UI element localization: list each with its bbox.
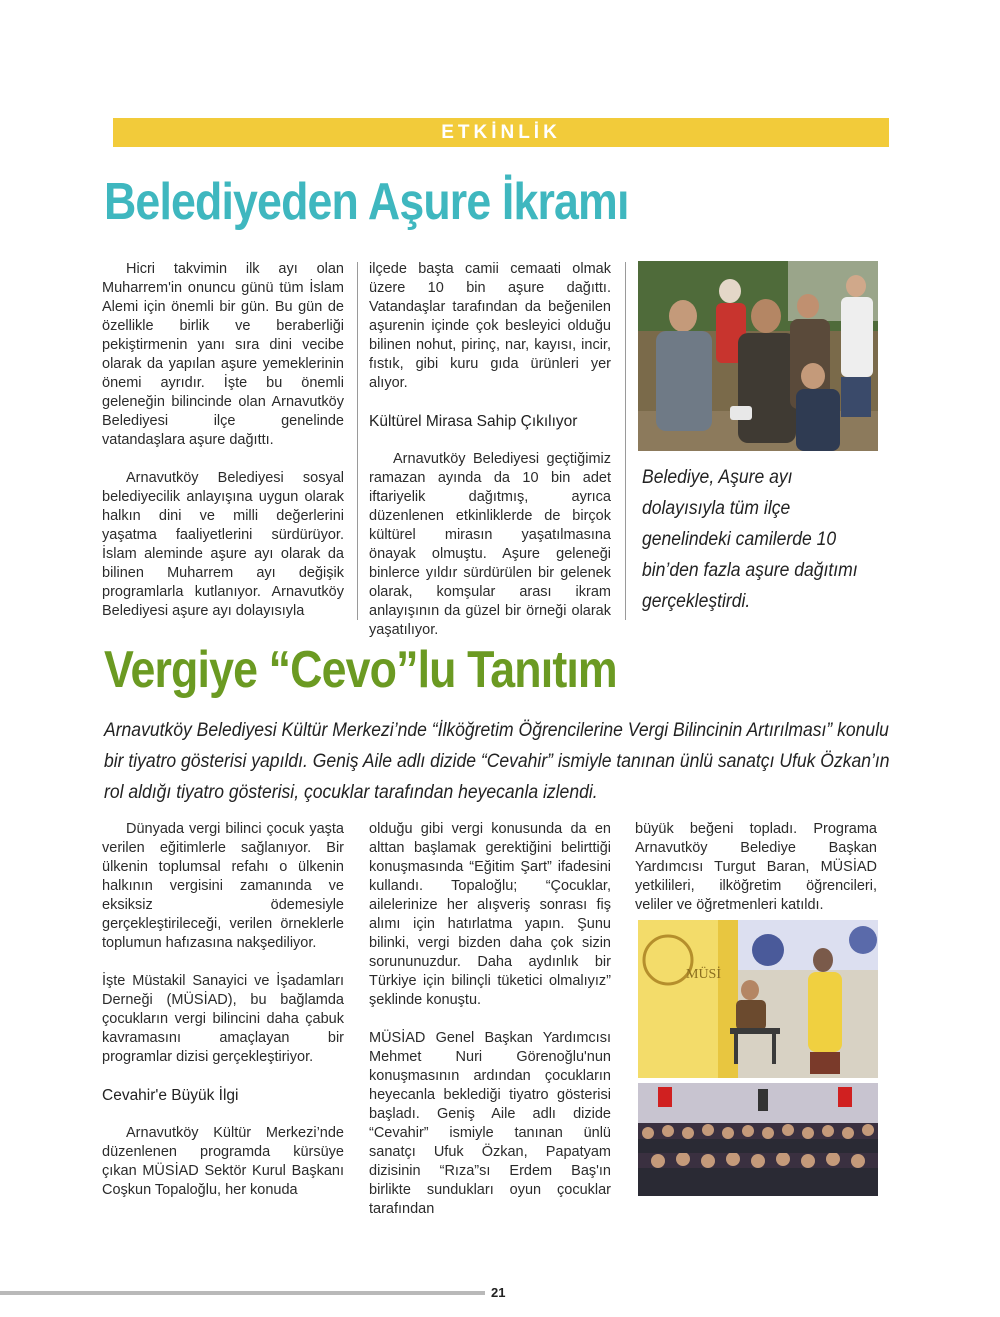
article2-paragraph: İşte Müstakil Sanayici ve İşadamları Derneği (MÜSİAD), bu bağlamda çocukların vergi bilincini daha çabuk kavramasını amaçlayan bir programlar dizisi gerçekleştiriyor. [102,973,344,1065]
article1-column-2 [369,260,611,640]
article1-paragraph: Hicri takvimin ilk ayı olan Muharrem'in onuncu günü tüm İslam Alemi için önemli bir gün. Bu gün de özellikle birlik ve beraberliği pekiştirmenin yanı sıra dini vecibe olarak da yapılan aşure yemeklerinin önemi ayrıdır. İşte bu önemli geleneğin bilincinde olan Arnavutköy Belediyesi ilçe genelinde vatandaşlara aşure dağıttı. [102,261,344,448]
theatre-stage-photo [638,920,878,1078]
article2-column-1 [102,820,344,1200]
article2-lead: Arnavutköy Belediyesi Kültür Merkezi’nde “İlköğretim Öğrencilerine Vergi Bilincinin Artırılması” konulu bir tiyatro gösterisi yapıldı. Geniş Aile adlı dizide “Cevahir” ismiyle tanınan ünlü sanatçı Ufuk Özkan’ın rol aldığı tiyatro gösterisi, çocuklar tarafından heyecanla izlendi. [104,719,890,803]
asure-distribution-photo [638,261,878,451]
article2-subheading: Cevahir'e Büyük İlgi [102,1087,239,1104]
audience-photo [638,1083,878,1196]
article2-paragraph: olduğu gibi vergi konusunda da en alttan başlamak gerektiğini belirttiği konuşmasında “Eğitim Şart” ifadesini kullandı. Topaloğlu; “Çocuklar, ailelerinize her alışveriş sonrası fiş alımı için hatırlatma yapın. Şunu bilinki, vergi bizden daha çok sizin sorununuzdur. Daha aydınlık bir Türkiye için bilinçli tüketici olmalıyız” şeklinde konuştu. [369,821,611,1008]
article1-paragraph: Arnavutköy Belediyesi geçtiğimiz ramazan ayında da 10 bin adet iftariyelik dağıtmış, ayrıca düzenlenen etkinliklerde de birçok kültürel mirasın yaşatılmasına önayak olmuştu. Aşure geleneği binlerce yıldır sürdürülen bir gelenek olarak, komşular arası ikram anlayışının da güzel bir örneği olarak yaşatılıyor. [369,451,611,638]
section-label: ETKİNLİK [441,122,561,143]
section-banner [113,118,889,147]
footer-rule [0,1291,485,1295]
article2-column-2 [369,820,611,1219]
page-number: 21 [491,1285,506,1300]
article2-paragraph: Dünyada vergi bilinci çocuk yaşta verilen eğitimlerle sağlanıyor. Bir ülkenin toplumsal refahı o ülkenin halkının vergisini zamanında ve eksiksiz ödemesiyle gerçekleştirileceği, verilen örneklerle toplumun hafızasına nakşediliyor. [102,821,344,951]
article1-column-1 [102,260,344,621]
article1-title: Belediyeden Aşure İkramı [104,173,629,231]
article2-paragraph: büyük beğeni topladı. Programa Arnavutköy Belediye Başkan Yardımcısı Turgut Baran, MÜSİAD yetkilileri, ilköğretim öğrencileri, veliler ve öğretmenleri katıldı. [635,821,877,913]
article2-column-3 [635,820,877,915]
article2-paragraph: Arnavutköy Kültür Merkezi’nde düzenlenen programda kürsüye çıkan MÜSİAD Sektör Kurul Başkanı Coşkun Topaloğlu, her konuda [102,1125,344,1198]
photo-caption: Belediye, Aşure ayı dolayısıyla tüm ilçe genelindeki camilerde 10 bin’den fazla aşure dağıtımı gerçekleştirdi. [642,466,858,612]
article2-paragraph: MÜSİAD Genel Başkan Yardımcısı Mehmet Nuri Görenoğlu'nun konuşmasının ardından çocukların heyecanla beklediği tiyatro gösterisi başladı. Geniş Aile adlı dizide “Cevahir” ismiyle tanınan ünlü sanatçı Ufuk Özkan, Papatyam dizisinin “Rıza”sı Erdem Baş'ın birlikte sundukları oyun çocuklar tarafından [369,1030,611,1217]
article1-subheading: Kültürel Mirasa Sahip Çıkılıyor [369,413,578,430]
article1-paragraph: ilçede başta camii cemaati olmak üzere 10 bin aşure dağıttı. Vatandaşlar tarafından da beğenilen aşurenin içinde çok besleyici olduğu bilinen nohut, pirinç, nar, kayısı, incir, fıstık, gibi kuru gıda ürünleri yer alıyor. [369,261,611,391]
stage-sign: MÜSİ [686,967,722,982]
article1-paragraph: Arnavutköy Belediyesi sosyal belediyecilik anlayışına uygun olarak halkın dini ve milli değerlerini yaşatma faaliyetlerini sürdürüyor. İslam aleminde aşure ayı olarak da bilinen Muharrem ayı değişik programlarla kutlanıyor. Arnavutköy Belediyesi aşure ayı dolayısıyla [102,470,344,619]
article2-title: Vergiye “Cevo”lu Tanıtım [104,641,617,699]
column-divider [625,262,626,620]
column-divider [357,262,358,620]
